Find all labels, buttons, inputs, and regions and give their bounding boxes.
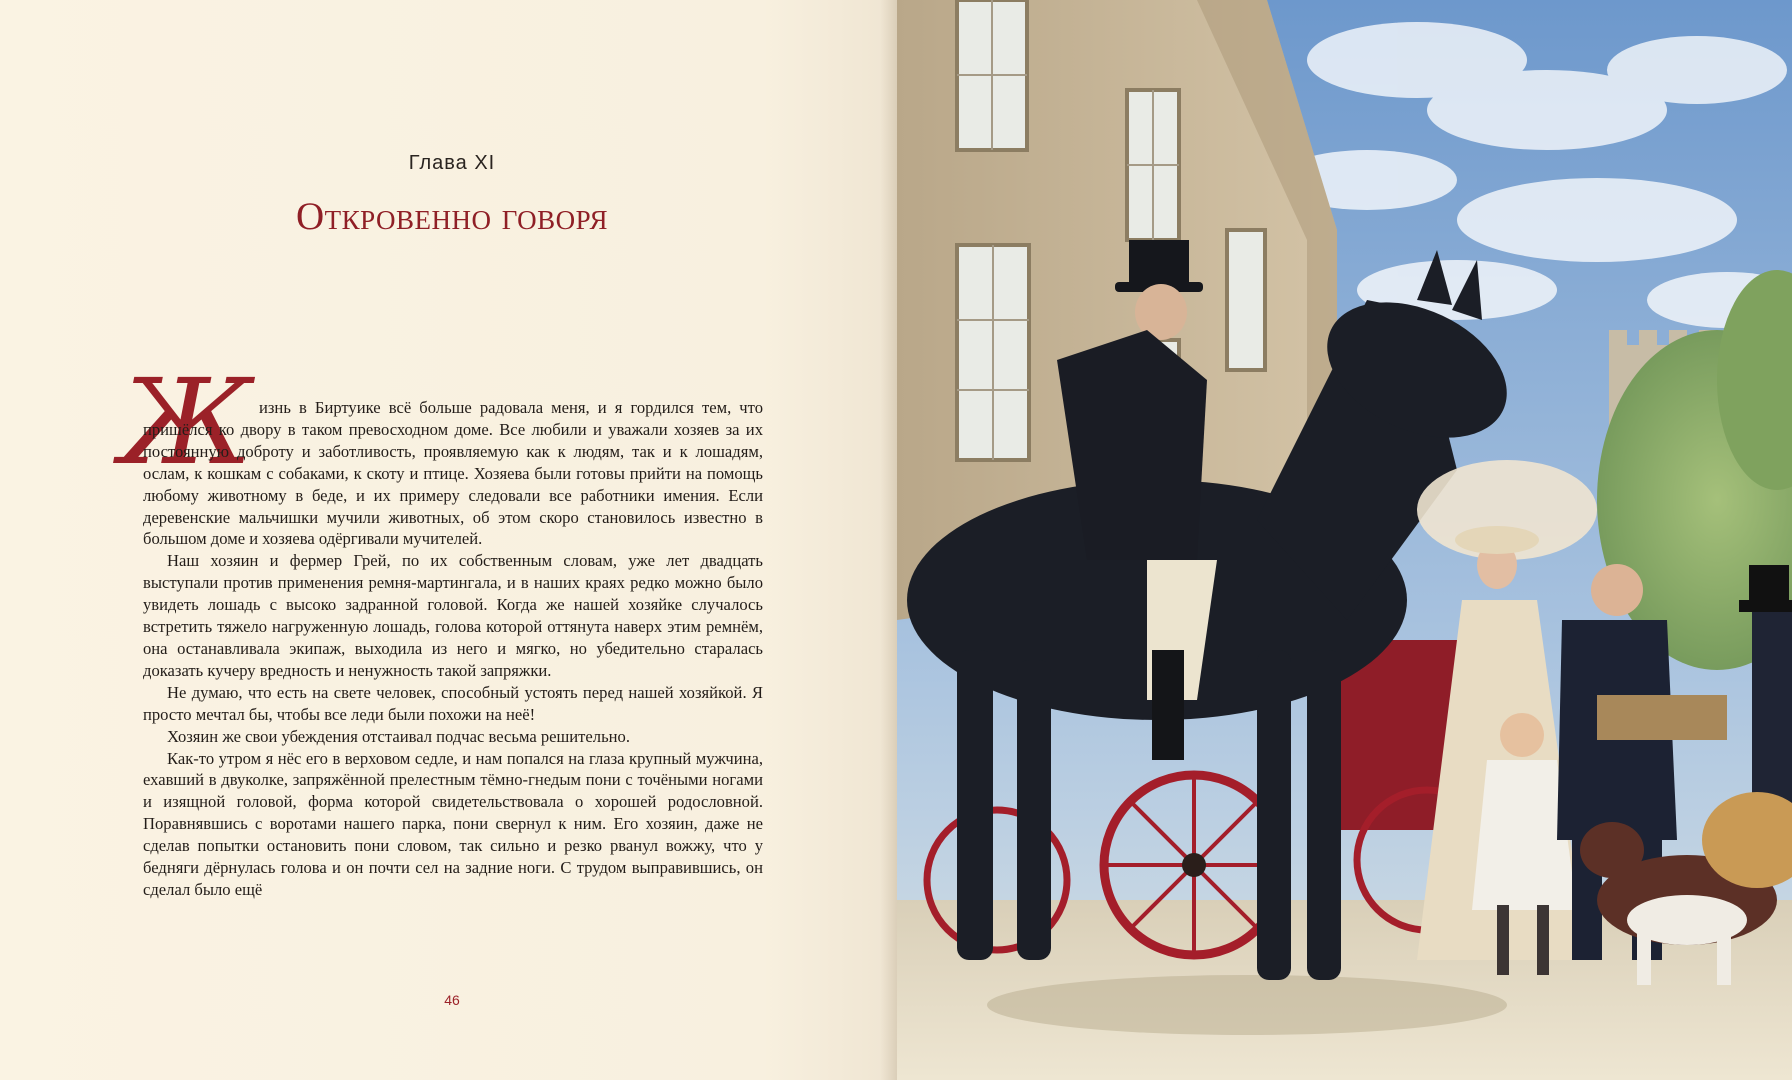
illustration-horse-scene [897, 0, 1792, 1080]
page-gutter-shadow [880, 0, 898, 1080]
chapter-title: Откровенно говоря [295, 195, 609, 238]
illustration-page [897, 0, 1792, 1080]
chapter-body [143, 397, 763, 901]
chapter-label: Глава XI [408, 152, 496, 174]
paragraph-2: Наш хозяин и фермер Грей, по их собственным словам, уже лет двадцать выступали против применения ремня-мартингала, и в наших краях редко можно было увидеть лошадь с высоко задранной головой. Когда же нашей хозяйке случалось встретить тяжело нагруженную лошадь, голова которой оттянута наверх этим ремнём, она останавливала экипаж, выходила из него и мягко, но убедительно старалась доказать кучеру вредность и ненужность такой запряжки. [143, 551, 763, 680]
page-number: 46 [444, 992, 460, 1008]
paragraph-5: Как-то утром я нёс его в верховом седле, и нам попался на глаза крупный мужчина, ехавший в двуколке, запряжённой прелестным тёмно-гнедым пони с точёными ногами и изящной головой, форма которой свидетельствовала о хорошей родословной. Поравнявшись с воротами нашего парка, пони свернул к ним. Его хозяин, даже не сделав попытки остановить пони словом, так сильно и резко рванул вожжу, что у бедняги дёрнулась голова и он почти сел на задние ноги. С трудом выправившись, он сделал было ещё [143, 748, 763, 899]
paragraph-3: Не думаю, что есть на свете человек, способный устоять перед нашей хозяйкой. Я просто мечтал бы, чтобы все леди были похожи на неё! [143, 682, 763, 724]
drop-cap-letter: Ж [120, 353, 241, 491]
paragraph-4: Хозяин же свои убеждения отстаивал подчас весьма решительно. [167, 726, 630, 746]
paragraph-1: изнь в Биртуике всё больше радовала меня, и я гордился тем, что пришёлся ко двору в таком превосходном доме. Все любили и уважали хозяев за их постоянную доброту и заботливость, проявляемую как к людям, так и к лошадям, ослам, к кошкам с собаками, к скоту и птице. Хозяева были готовы прийти на помощь любому животному в беде, и их примеру следовали все работники имения. Если деревенские мальчишки мучили животных, об этом скоро становилось известно в большом доме и хозяева одёргивали мучителей. [143, 398, 763, 549]
